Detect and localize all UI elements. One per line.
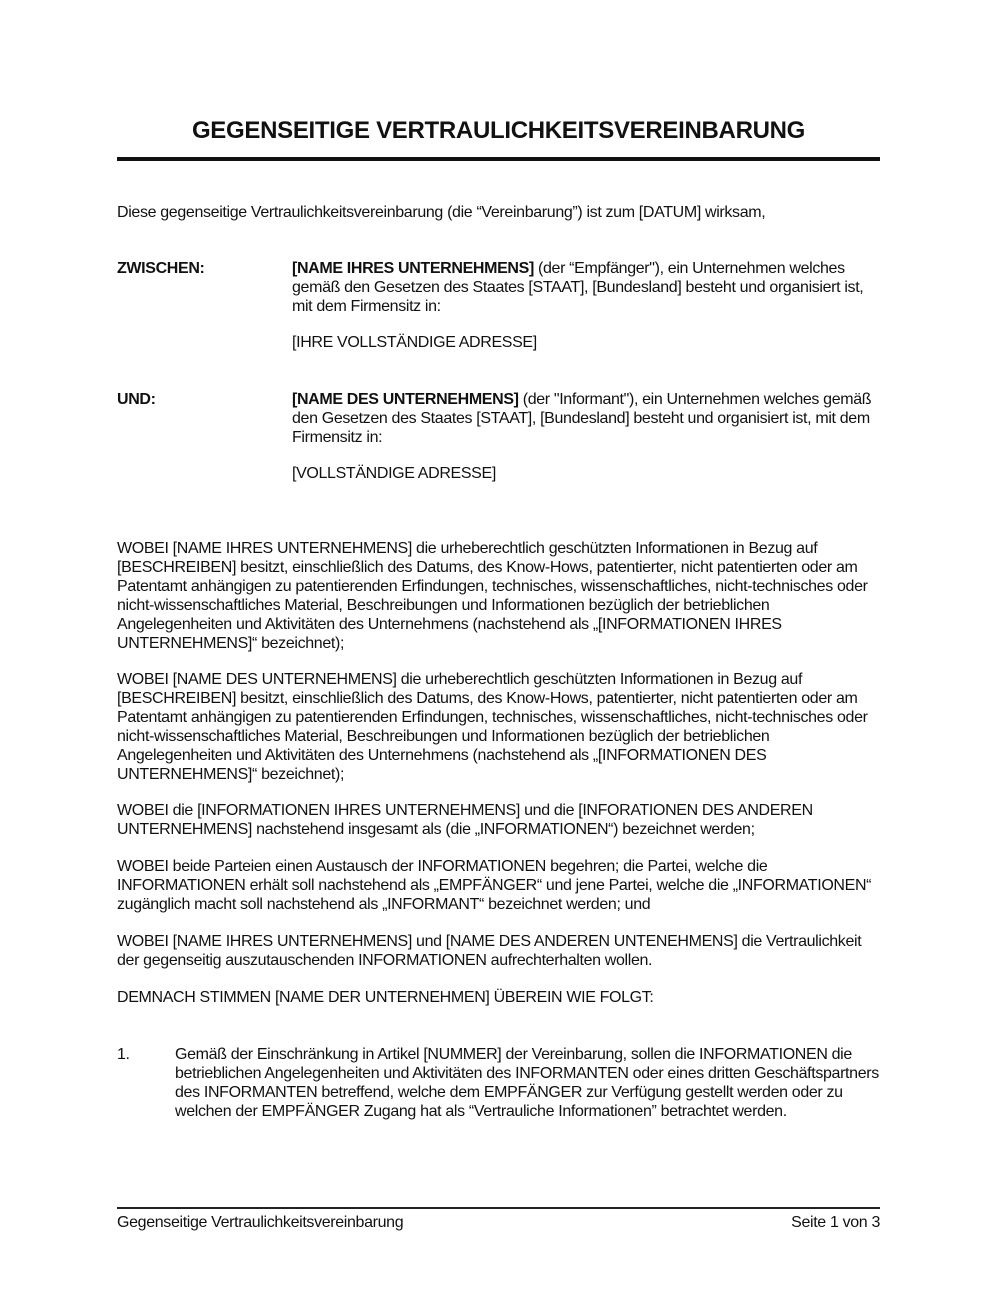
party-details [292,390,884,483]
party-label: ZWISCHEN: [117,260,205,277]
clause-number: 1. [117,1046,130,1063]
recital-paragraph: WOBEI die [INFORMATIONEN IHRES UNTERNEHMENS] und die [INFORATIONEN DES ANDEREN UNTERNEHMENS] nachstehend insgesamt als (die „INFORMATIONEN“) bezeichnet werden; [117,802,813,838]
party-details [292,259,884,352]
intro-paragraph: Diese gegenseitige Vertraulichkeitsvereinbarung (die “Vereinbarung”) ist zum [DATUM] wirksam, [117,204,766,221]
footer-divider [117,1207,880,1209]
party-name: [NAME DES UNTERNEHMENS] [292,391,519,408]
party-description-text: (der "Informant"), ein Unternehmen welches gemäß den Gesetzen des Staates [STAAT], [Bundesland] besteht und organisiert ist, mit dem Firmensitz in: [292,391,872,446]
agreement-statement: DEMNACH STIMMEN [NAME DER UNTERNEHMEN] ÜBEREIN WIE FOLGT: [117,989,654,1006]
party-description [292,390,884,447]
recital-paragraph: WOBEI [NAME DES UNTERNEHMENS] die urheberechtlich geschützten Informationen in Bezug auf [BESCHREIBEN] besitzt, einschließlich des Datums, des Know-Hows, patentierter, nicht patentierten oder am Patentamt anhängigen zu patentierenden Erfindungen, technisches, wissenschaftliches, nicht-technisches oder nicht-wissenschaftliches Material, Beschreibungen und Informationen bezüglich der betrieblichen Angelegenheiten und Aktivitäten des Unternehmens (nachstehend als „[INFORMATIONEN DES UNTERNEHMENS]“ bezeichnet); [117,671,868,783]
recital-paragraph: WOBEI [NAME IHRES UNTERNEHMENS] die urheberechtlich geschützten Informationen in Bezug auf [BESCHREIBEN] besitzt, einschließlich des Datums, des Know-Hows, patentierter, nicht patentierten oder am Patentamt anhängigen zu patentierenden Erfindungen, technisches, wissenschaftliches, nicht-technisches oder nicht-wissenschaftliches Material, Beschreibungen und Informationen bezüglich der betrieblichen Angelegenheiten und Aktivitäten des Unternehmens (nachstehend als „[INFORMATIONEN IHRES UNTERNEHMENS]“ bezeichnet); [117,540,868,652]
page-number: Seite 1 von 3 [791,1214,880,1231]
recital-paragraph: WOBEI beide Parteien einen Austausch der INFORMATIONEN begehren; die Partei, welche die INFORMATIONEN erhält soll nachstehend als „EMPFÄNGER“ und jene Partei, welche die „INFORMATIONEN“ zugänglich macht soll nachstehend als „INFORMANT“ bezeichnet werden; und [117,858,872,913]
party-description [292,259,884,316]
party-name: [NAME IHRES UNTERNEHMENS] [292,260,534,277]
footer-title: Gegenseitige Vertraulichkeitsvereinbarung [117,1214,404,1231]
party-label: UND: [117,391,156,408]
document-title: GEGENSEITIGE VERTRAULICHKEITSVEREINBARUNG [191,117,806,144]
recital-paragraph: WOBEI [NAME IHRES UNTERNEHMENS] und [NAME DES ANDEREN UNTENEHMENS] die Vertraulichkeit der gegenseitig auszutauschenden INFORMATIONEN aufrechterhalten wollen. [117,933,862,969]
title-divider [117,157,880,161]
clause-text: Gemäß der Einschränkung in Artikel [NUMMER] der Vereinbarung, sollen die INFORMATIONEN die betrieblichen Angelegenheiten und Aktivitäten des INFORMANTEN oder eines dritten Geschäftspartners des INFORMANTEN betreffend, welche dem EMPFÄNGER zur Verfügung gestellt werden oder zu welchen der EMPFÄNGER Zugang hat als “Vertrauliche Informationen” betrachtet werden. [175,1046,879,1120]
party-address: [IHRE VOLLSTÄNDIGE ADRESSE] [292,334,537,351]
party-description-text: (der “Empfänger"), ein Unternehmen welches gemäß den Gesetzen des Staates [STAAT], [Bundesland] besteht und organisiert ist, mit dem Firmensitz in: [292,260,864,315]
party-address: [VOLLSTÄNDIGE ADRESSE] [292,465,496,482]
page-footer [117,1213,880,1232]
